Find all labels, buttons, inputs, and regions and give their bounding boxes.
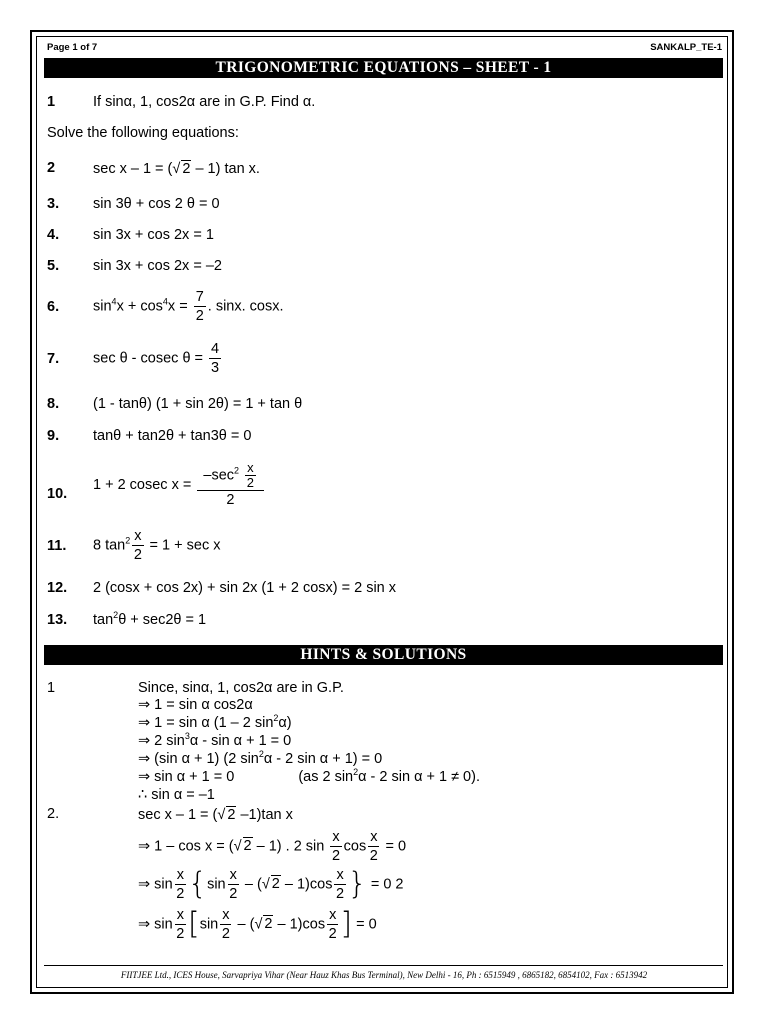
solution-line: ⇒ 1 = sin α cos2α: [138, 697, 253, 713]
question-number: 9.: [47, 428, 60, 444]
question-number: 7.: [47, 351, 60, 367]
sheet-code: SANKALP_TE-1: [650, 42, 722, 53]
question-number: 11.: [47, 538, 67, 554]
question-equation: tanθ + tan2θ + tan3θ = 0: [93, 428, 252, 444]
solution-line: ∴ sin α = –1: [138, 787, 215, 803]
solution-line: ⇒ sin $\frac{x}{2}$ [sin $\frac{x}{2}$ – (√ 2 – 1)cos $\frac{x}{2}$ ] = 0: [138, 906, 377, 942]
question-equation: sec θ - cosec θ = $\frac{4}{3}$: [93, 341, 220, 376]
page-number: Page 1 of 7: [47, 42, 98, 53]
question-equation: sin 3θ + cos 2 θ = 0: [93, 196, 220, 212]
solution-number: 1: [47, 680, 56, 696]
solution-line: Since, sinα, 1, cos2α are in G.P.: [138, 680, 344, 696]
solution-line: ⇒ (sin α + 1) (2 $\sin^2\alpha - 2$ sin α + 1) = 0: [138, 749, 383, 767]
solution-line: ⇒ 1 – cos x = (√ 2 – 1) . 2 sin $\frac{x}{2}$ cos $\frac{x}{2}$ = 0: [138, 829, 407, 864]
sheet-title: TRIGONOMETRIC EQUATIONS – SHEET - 1: [44, 58, 723, 78]
question-number: 4.: [47, 227, 60, 243]
question-equation: $\sin^4x + \cos^4x$ = $\frac{7}{2}$ . sinx. cosx.: [93, 289, 284, 324]
solution-line: ⇒ sin α + 1 = 0 (as 2 $\sin^2\alpha - 2$ sin α + 1 ≠ 0).: [138, 767, 480, 785]
solution-line: ⇒ sin $\frac{x}{2}$ {sin $\frac{x}{2}$ – (√ 2 – 1)cos $\frac{x}{2}$ } = 0 2: [138, 866, 404, 902]
question-number: 3.: [47, 196, 60, 212]
solutions-title: HINTS & SOLUTIONS: [44, 645, 723, 665]
footer-address: FIITJEE Ltd., ICES House, Sarvapriya Vihar (Near Hauz Khas Bus Terminal), New Delhi - 16, Ph : 6515949 , 6865182, 6854102, Fax : 6513942: [120, 970, 648, 980]
question-equation: sin 3x + cos 2x = 1: [93, 227, 214, 243]
question-number: 1: [47, 94, 56, 110]
question-number: 2: [47, 160, 56, 176]
question-text: If sinα, 1, cos2α are in G.P. Find α.: [93, 94, 316, 110]
solution-number: 2.: [47, 806, 60, 822]
question-equation: $\tan^2\theta + \sec 2\theta = 1$: [93, 610, 207, 628]
question-number: 13.: [47, 612, 68, 628]
footer-rule: [44, 965, 723, 966]
question-number: 8.: [47, 396, 60, 412]
question-equation: sec x – 1 = (√ 2 – 1) tan x.: [93, 161, 260, 177]
question-equation: 1 + 2 cosec x = $-\sec^2$ $\frac{x}{2}$ 2: [93, 461, 266, 509]
solution-line: sec x – 1 = (√ 2 –1)tan x: [138, 807, 293, 823]
question-equation: 2 (cosx + cos 2x) + sin 2x (1 + 2 cosx) = 2 sin x: [93, 580, 397, 596]
solution-line: ⇒ 1 = sin α (1 – 2 $\sin^2\alpha$): [138, 713, 292, 731]
question-equation: 8 $\tan^2$ $\frac{x}{2}$ = 1 + sec x: [93, 528, 221, 563]
question-number: 5.: [47, 258, 60, 274]
solution-line: ⇒ 2 $\sin^3\alpha - \sin \alpha + 1 = 0$: [138, 731, 292, 749]
question-number: 10.: [47, 486, 68, 502]
question-number: 12.: [47, 580, 68, 596]
question-equation: (1 - tanθ) (1 + sin 2θ) = 1 + tan θ: [93, 396, 303, 412]
instruction-text: Solve the following equations:: [47, 125, 239, 141]
question-number: 6.: [47, 299, 60, 315]
question-equation: sin 3x + cos 2x = –2: [93, 258, 222, 274]
